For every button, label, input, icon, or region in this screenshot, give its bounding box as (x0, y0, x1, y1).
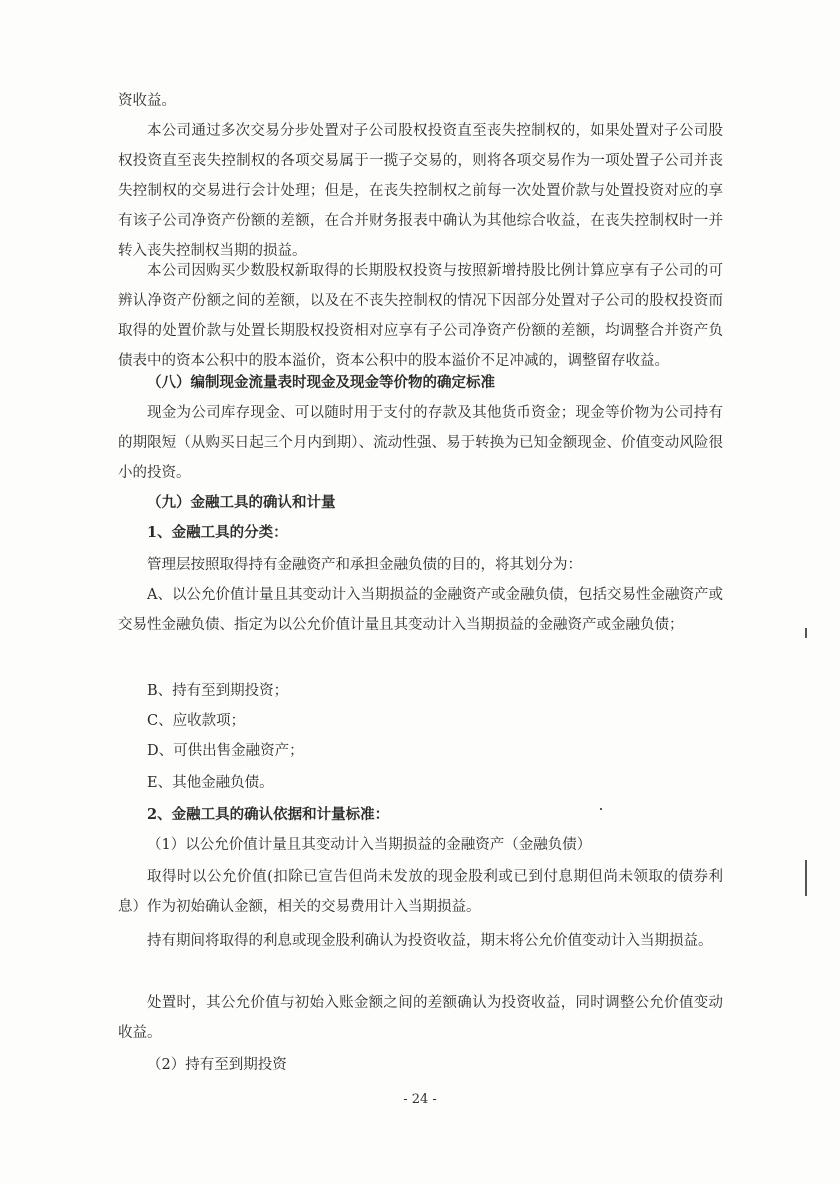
paragraph: 本公司因购买少数股权新取得的长期股权投资与按照新增持股比例计算应享有子公司的可辨认净资产份额之间的差额，以及在不丧失控制权的情况下因部分处置对子公司的股权投资而取得的处置价款与处置长期股权投资相对应享有子公司净资产份额的差额，均调整合并资产负债表中的资本公积中的股本溢价，资本公积中的股本溢价不足冲减的，调整留存收益。 (118, 263, 723, 369)
scan-artifact (805, 628, 807, 638)
paragraph: 持有期间将取得的利息或现金股利确认为投资收益，期末将公允价值变动计入当期损益。 (147, 933, 713, 949)
paragraph: 本公司通过多次交易分步处置对子公司股权投资直至丧失控制权的，如果处置对子公司股权投资直至丧失控制权的各项交易属于一揽子交易的，则将各项交易作为一项处置子公司并丧失控制权的交易进行会计处理；但是，在丧失控制权之前每一次处置价款与处置投资对应的享有该子公司净资产份额的差额，在合并财务报表中确认为其他综合收益，在丧失控制权时一并转入丧失控制权当期的损益。 (118, 123, 723, 259)
section-heading: （八）编制现金流量表时现金及现金等价物的确定标准 (147, 374, 495, 391)
scan-artifact (805, 860, 807, 896)
list-item: C、应收款项； (147, 713, 246, 729)
paragraph: （2）持有至到期投资 (147, 1057, 287, 1073)
paragraph: 资收益。 (118, 93, 176, 109)
subsection-heading: 1、金融工具的分类： (147, 524, 288, 541)
paragraph: A、以公允价值计量且其变动计入当期损益的金融资产或金融负债，包括交易性金融资产或交易性金融负债、指定为以公允价值计量且其变动计入当期损益的金融资产或金融负债； (118, 587, 723, 633)
paragraph: 取得时以公允价值(扣除已宣告但尚未发放的现金股利或已到付息期但尚未领取的债券利息）作为初始确认金额，相关的交易费用计入当期损益。 (118, 869, 723, 915)
list-item: D、可供出售金融资产； (147, 743, 304, 759)
scan-artifact (600, 808, 602, 810)
page-number: - 24 - (403, 1092, 437, 1107)
paragraph: （1）以公允价值计量且其变动计入当期损益的金融资产（金融负债） (147, 837, 592, 853)
list-item: B、持有至到期投资； (147, 683, 289, 699)
paragraph: 现金为公司库存现金、可以随时用于支付的存款及其他货币资金；现金等价物为公司持有的期限短（从购买日起三个月内到期）、流动性强、易于转换为已知金额现金、价值变动风险很小的投资。 (118, 405, 723, 481)
paragraph: 管理层按照取得持有金融资产和承担金融负债的目的，将其划分为： (147, 557, 582, 573)
section-heading: （九）金融工具的确认和计量 (147, 494, 336, 511)
list-item: E、其他金融负债。 (147, 775, 274, 791)
subsection-heading: 2、金融工具的确认依据和计量标准： (147, 806, 390, 823)
paragraph: 处置时，其公允价值与初始入账金额之间的差额确认为投资收益，同时调整公允价值变动收益。 (118, 995, 723, 1041)
